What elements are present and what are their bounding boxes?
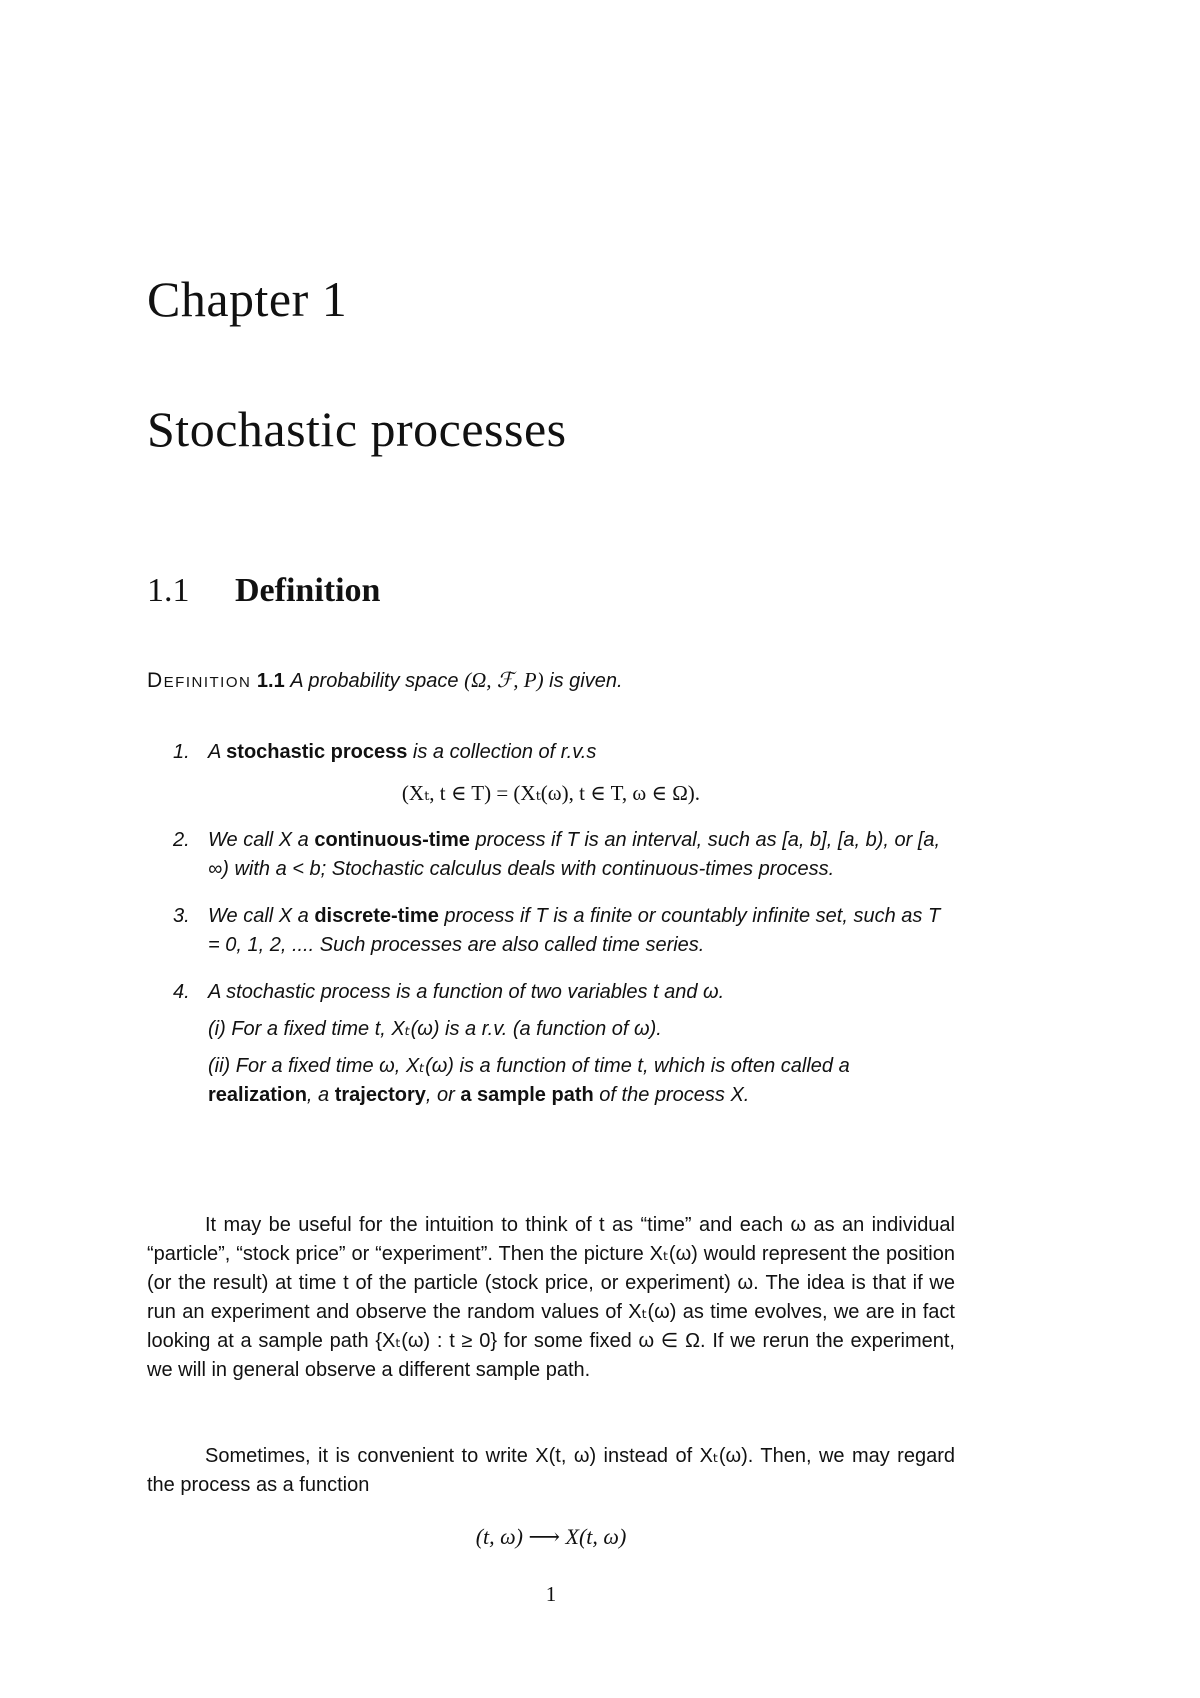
- section-heading: [147, 572, 380, 610]
- definition-list: [147, 738, 955, 1128]
- list-item: [147, 902, 955, 960]
- item-text: A stochastic process is a function of two variables t and ω.: [208, 981, 725, 1003]
- definition-label: Definition: [147, 669, 252, 692]
- sub-item-text: of the process X.: [593, 1084, 750, 1106]
- item-term: trajectory: [334, 1084, 426, 1106]
- paragraph-text: Sometimes, it is convenient to write X(t, ω) instead of Xₜ(ω). Then, we may regard the process as a function: [147, 1445, 955, 1496]
- definition-intro-math: (Ω, ℱ, P): [464, 668, 544, 692]
- item-text: process if T is an interval, such as [a, b], [a, b), or [a, ∞) with a < b; Stochastic calculus deals with continuous-times process.: [208, 829, 941, 880]
- sub-item: (i) For a fixed time t, Xₜ(ω) is a r.v. (a function of ω).: [208, 1018, 662, 1040]
- section-number: 1.1: [147, 572, 190, 609]
- definition-number: 1.1: [256, 670, 285, 692]
- list-item: [147, 826, 955, 884]
- body-paragraph: [147, 1211, 955, 1385]
- definition-header: [147, 666, 955, 696]
- chapter-label: Chapter 1: [147, 271, 348, 327]
- item-marker: 2.: [173, 829, 190, 851]
- display-equation: (t, ω) ⟶ X(t, ω): [475, 1524, 627, 1549]
- item-term: realization: [208, 1084, 307, 1106]
- item-text: is a collection of r.v.s: [407, 741, 597, 763]
- body-paragraph: [147, 1442, 955, 1500]
- item-term: continuous-time: [314, 829, 470, 851]
- item-text: process if T is a finite or countably infinite set, such as T = 0, 1, 2, .... Such processes are also called time series.: [208, 905, 941, 956]
- item-marker: 1.: [173, 741, 190, 763]
- chapter-title: Stochastic processes: [147, 401, 567, 457]
- item-term: discrete-time: [314, 905, 439, 927]
- sub-item-text: , or: [425, 1084, 461, 1106]
- item-term: stochastic process: [226, 741, 408, 763]
- item-term: a sample path: [460, 1084, 594, 1106]
- item-text: We call X a: [208, 829, 315, 851]
- sub-item-text: (ii) For a fixed time ω, Xₜ(ω) is a function of time t, which is often called a: [208, 1055, 850, 1077]
- sub-item-text: , a: [306, 1084, 335, 1106]
- definition-intro-text: A probability space: [290, 670, 465, 692]
- definition-intro-end: is given.: [543, 670, 623, 692]
- section-title: Definition: [235, 572, 381, 609]
- sub-item: [208, 1052, 955, 1110]
- list-item: [147, 738, 955, 808]
- paragraph-text: It may be useful for the intuition to think of t as “time” and each ω as an individual “particle”, “stock price” or “experiment”. Then the picture Xₜ(ω) would represent the position (or the result) at time t of the particle (stock price, or experiment) ω. The idea is that if we run an experiment and observe the random values of Xₜ(ω) as time evolves, we are in fact looking at a sample path {Xₜ(ω) : t ≥ 0} for some fixed ω ∈ Ω. If we rerun the experiment, we will in general observe a different sample path.: [147, 1214, 955, 1381]
- list-item: [147, 978, 955, 1110]
- item-text: A: [208, 741, 227, 763]
- page-number: 1: [545, 1582, 557, 1606]
- definition-intro: [290, 670, 622, 692]
- item-marker: 4.: [173, 981, 190, 1003]
- item-marker: 3.: [173, 905, 190, 927]
- item-text: We call X a: [208, 905, 315, 927]
- display-equation: (Xₜ, t ∈ T) = (Xₜ(ω), t ∈ T, ω ∈ Ω).: [401, 781, 701, 805]
